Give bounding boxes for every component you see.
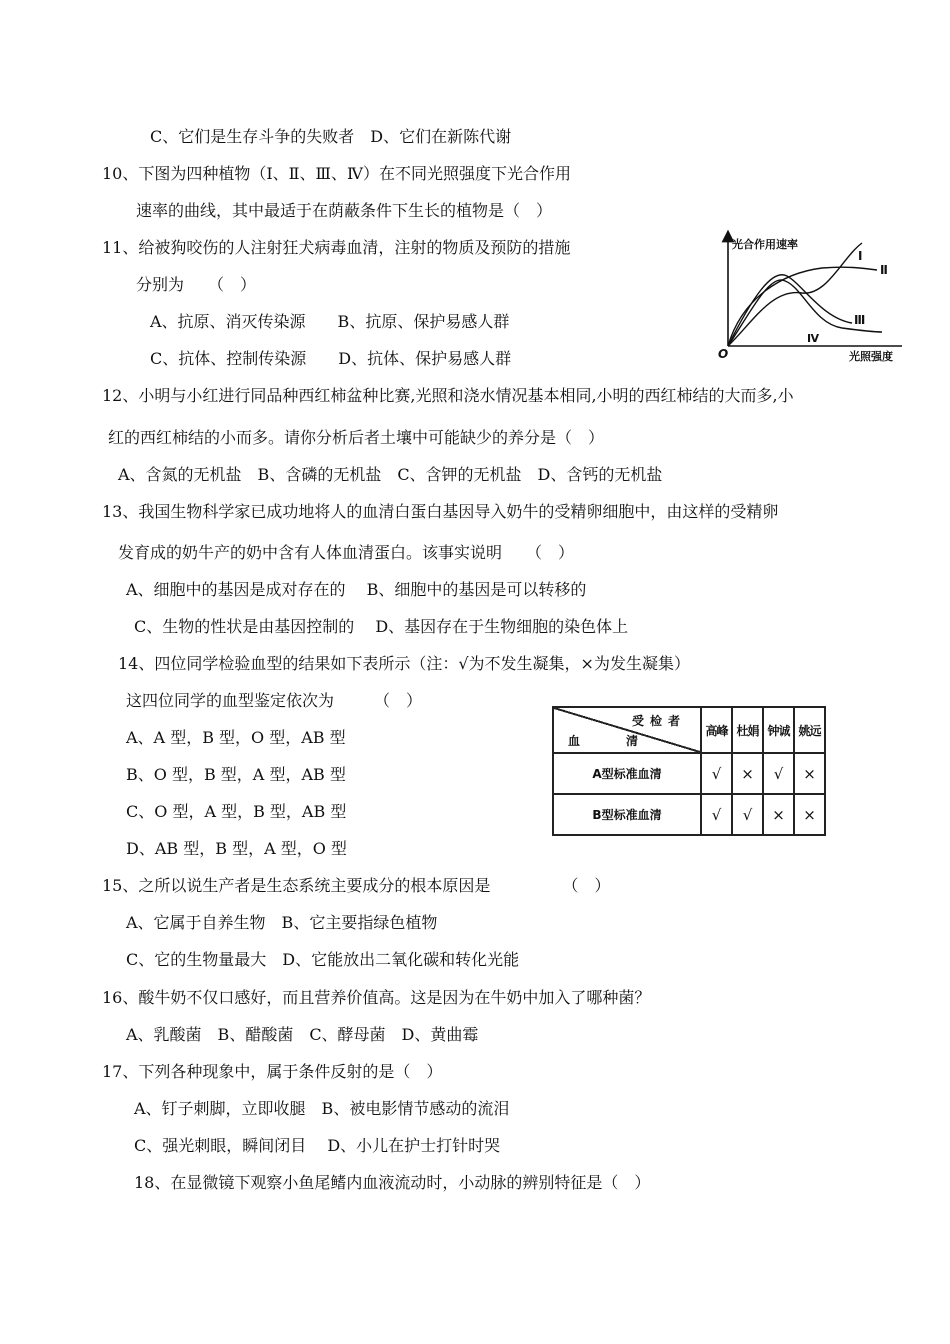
q12-stem-line1: 12、小明与小红进行同品种西红柿盆种比赛,光照和浇水情况基本相同,小明的西红柿结的大而多,小 xyxy=(102,386,794,405)
curve-3 xyxy=(728,275,852,346)
q11-options-ab: A、抗原、消灭传染源 B、抗原、保护易感人群 xyxy=(150,312,510,331)
q14-stem-line2: 这四位同学的血型鉴定依次为 （ ） xyxy=(126,691,423,710)
curve-1 xyxy=(728,243,862,346)
q11-stem-line1: 11、给被狗咬伤的人注射狂犬病毒血清，注射的物质及预防的措施 xyxy=(102,238,571,257)
q11-options-cd: C、抗体、控制传染源 D、抗体、保护易感人群 xyxy=(150,349,512,368)
q14-option-d: D、AB 型，B 型，A 型，O 型 xyxy=(126,839,347,858)
q10-stem-line2: 速率的曲线，其中最适于在荫蔽条件下生长的植物是（ ） xyxy=(136,201,553,220)
q17-stem: 17、下列各种现象中，属于条件反射的是（ ） xyxy=(102,1062,443,1081)
photosynthesis-rate-chart xyxy=(712,228,912,368)
q14-stem-line1: 14、四位同学检验血型的结果如下表所示（注：√为不发生凝集，×为发生凝集） xyxy=(118,654,690,673)
curve-1-label: Ⅰ xyxy=(858,249,863,263)
q11-stem-line2: 分别为 （ ） xyxy=(136,275,257,294)
result-b-2: √ xyxy=(732,794,763,835)
examinee-2: 杜娟 xyxy=(732,707,763,753)
examinee-1: 高峰 xyxy=(701,707,732,753)
q15-stem: 15、之所以说生产者是生态系统主要成分的根本原因是 （ ） xyxy=(102,876,611,895)
q12-stem-line2: 红的西红柿结的小而多。请你分析后者土壤中可能缺少的养分是（ ） xyxy=(108,428,605,447)
q18-stem: 18、在显微镜下观察小鱼尾鳍内血液流动时，小动脉的辨别特征是（ ） xyxy=(134,1173,651,1192)
result-a-3: √ xyxy=(763,753,794,794)
header-serum: 血清 xyxy=(568,734,685,748)
result-b-3: × xyxy=(763,794,794,835)
curve-2-label: Ⅱ xyxy=(880,263,888,277)
q10-stem-line1: 10、下图为四种植物（Ⅰ、Ⅱ、Ⅲ、Ⅳ）在不同光照强度下光合作用 xyxy=(102,164,571,183)
header-examinee: 受检者 xyxy=(631,714,686,728)
result-b-1: √ xyxy=(701,794,732,835)
examinee-3: 钟诚 xyxy=(763,707,794,753)
q14-option-c: C、O 型，A 型，B 型，AB 型 xyxy=(126,802,347,821)
q14-option-a: A、A 型，B 型，O 型，AB 型 xyxy=(126,728,346,747)
q15-options-ab: A、它属于自养生物 B、它主要指绿色植物 xyxy=(126,913,438,932)
q13-stem-line2: 发育成的奶牛产的奶中含有人体血清蛋白。该事实说明 （ ） xyxy=(118,543,575,562)
q13-stem-line1: 13、我国生物科学家已成功地将人的血清白蛋白基因导入奶牛的受精卵细胞中，由这样的受精卵 xyxy=(102,502,779,521)
curve-4-label: Ⅳ xyxy=(807,332,820,345)
blood-type-table xyxy=(552,706,821,836)
q15-options-cd: C、它的生物量最大 D、它能放出二氧化碳和转化光能 xyxy=(126,950,520,969)
q14-option-b: B、O 型，B 型，A 型，AB 型 xyxy=(126,765,346,784)
q13-options-cd: C、生物的性状是由基因控制的 D、基因存在于生物细胞的染色体上 xyxy=(134,617,629,636)
y-axis-label: 光合作用速率 xyxy=(732,238,798,251)
origin-label: O xyxy=(718,347,729,361)
q17-options-ab: A、钉子刺脚，立即收腿 B、被电影情节感动的流泪 xyxy=(134,1099,510,1118)
curve-2 xyxy=(728,267,877,346)
q12-options: A、含氮的无机盐 B、含磷的无机盐 C、含钾的无机盐 D、含钙的无机盐 xyxy=(118,465,663,484)
row-label-a-serum: A型标准血清 xyxy=(553,753,701,794)
table-corner-header xyxy=(553,707,701,753)
result-a-2: × xyxy=(732,753,763,794)
curve-3-label: Ⅲ xyxy=(854,313,866,327)
result-a-4: × xyxy=(794,753,825,794)
result-a-1: √ xyxy=(701,753,732,794)
row-label-b-serum: B型标准血清 xyxy=(553,794,701,835)
q16-stem: 16、酸牛奶不仅口感好，而且营养价值高。这是因为在牛奶中加入了哪种菌？ xyxy=(102,988,651,1007)
result-b-4: × xyxy=(794,794,825,835)
q17-options-cd: C、强光刺眼，瞬间闭目 D、小儿在护士打针时哭 xyxy=(134,1136,501,1155)
q13-options-ab: A、细胞中的基因是成对存在的 B、细胞中的基因是可以转移的 xyxy=(126,580,587,599)
examinee-4: 姚远 xyxy=(794,707,825,753)
x-axis-label: 光照强度 xyxy=(849,350,893,363)
q9-option-c-d: C、它们是生存斗争的失败者 D、它们在新陈代谢 xyxy=(150,127,512,146)
q16-options: A、乳酸菌 B、醋酸菌 C、酵母菌 D、黄曲霉 xyxy=(126,1025,479,1044)
